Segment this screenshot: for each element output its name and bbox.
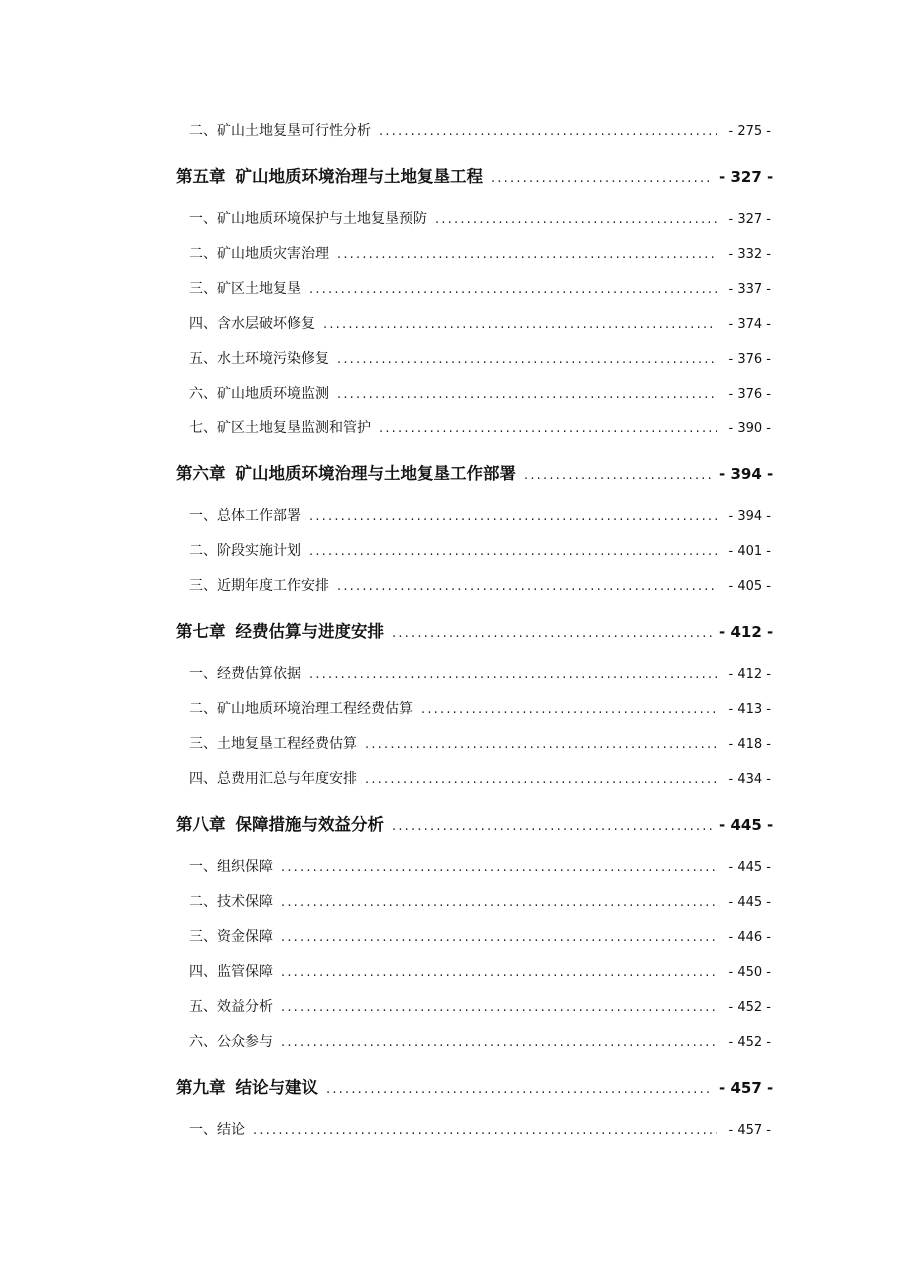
chapter-title: 矿山地质环境治理与土地复垦工程 [235,167,483,186]
dot-leader [309,509,717,524]
dot-leader [323,317,717,332]
toc-entry-title: 四、总费用汇总与年度安排 [189,771,357,787]
dot-leader [337,387,717,402]
toc-entry-title: 四、监管保障 [189,964,273,980]
page-number: - 337 - [728,282,771,297]
toc-section-entry[interactable] [189,891,771,911]
page-number: - 275 - [728,124,771,139]
chapter-number: 第五章 [176,167,226,186]
dot-leader [392,626,713,641]
page-number: - 445 - [719,816,774,834]
page-number: - 405 - [728,579,771,594]
toc-entry-title: 二、矿山土地复垦可行性分析 [189,123,371,139]
toc-entry-title: 二、阶段实施计划 [189,543,301,559]
toc-chapter-entry[interactable] [176,811,774,835]
toc-entry-title: 六、矿山地质环境监测 [189,386,329,402]
toc-section-entry[interactable] [189,208,771,228]
dot-leader [337,579,717,594]
dot-leader [281,1035,717,1050]
toc-entry-title: 三、资金保障 [189,929,273,945]
chapter-title: 保障措施与效益分析 [235,815,384,834]
page-number: - 412 - [728,667,771,682]
dot-leader [281,930,717,945]
toc-section-entry[interactable] [189,417,771,437]
page-number: - 418 - [728,737,771,752]
toc-section-entry[interactable] [189,996,771,1016]
page-number: - 445 - [728,860,771,875]
dot-leader [365,772,717,787]
toc-chapter-entry[interactable] [176,163,774,187]
page-number: - 450 - [728,965,771,980]
page-number: - 401 - [728,544,771,559]
chapter-number: 第七章 [176,622,226,641]
toc-entry-title: 四、含水层破坏修复 [189,316,315,332]
toc-section-entry[interactable] [189,768,771,788]
toc-entry-title: 三、矿区土地复垦 [189,281,301,297]
page-number: - 394 - [719,465,774,483]
toc-entry-title: 二、矿山地质环境治理工程经费估算 [189,701,413,717]
toc-entry-title [176,460,516,484]
page-number: - 327 - [719,168,774,186]
dot-leader [435,212,717,227]
toc-entry-title: 一、矿山地质环境保护与土地复垦预防 [189,211,427,227]
page-number: - 446 - [728,930,771,945]
page-number: - 457 - [719,1079,774,1097]
toc-entry-title: 一、结论 [189,1122,245,1138]
page-number: - 445 - [728,895,771,910]
toc-entry-title: 一、经费估算依据 [189,666,301,682]
dot-leader [421,702,717,717]
dot-leader [281,965,717,980]
toc-section-entry[interactable] [189,348,771,368]
toc-entry-title: 五、水土环境污染修复 [189,351,329,367]
page-number: - 376 - [728,387,771,402]
page-number: - 394 - [728,509,771,524]
dot-leader [337,352,717,367]
page-number: - 376 - [728,352,771,367]
dot-leader [281,1000,717,1015]
toc-section-entry[interactable] [189,1031,771,1051]
toc-chapter-entry[interactable] [176,618,774,642]
toc-entry-title: 一、总体工作部署 [189,508,301,524]
page-number: - 452 - [728,1000,771,1015]
page-number: - 390 - [728,421,771,436]
page-number: - 327 - [728,212,771,227]
toc-section-entry[interactable] [189,663,771,683]
page-number: - 332 - [728,247,771,262]
dot-leader [281,860,717,875]
chapter-number: 第六章 [176,464,226,483]
toc-entry-title: 三、近期年度工作安排 [189,578,329,594]
page-number: - 412 - [719,623,774,641]
dot-leader [524,468,713,483]
toc-section-entry[interactable] [189,505,771,525]
dot-leader [326,1082,713,1097]
chapter-number: 第八章 [176,815,226,834]
toc-section-entry[interactable] [189,575,771,595]
page-number: - 434 - [728,772,771,787]
toc-section-entry[interactable] [189,540,771,560]
page-number: - 452 - [728,1035,771,1050]
chapter-title: 矿山地质环境治理与土地复垦工作部署 [235,464,516,483]
toc-section-entry[interactable] [189,856,771,876]
toc-section-entry[interactable] [189,961,771,981]
toc-entry-title: 七、矿区土地复垦监测和管护 [189,420,371,436]
toc-entry-title: 二、技术保障 [189,894,273,910]
dot-leader [253,1123,717,1138]
dot-leader [379,124,717,139]
toc-entry-title: 六、公众参与 [189,1034,273,1050]
toc-entry-title: 五、效益分析 [189,999,273,1015]
chapter-title: 结论与建议 [235,1078,318,1097]
toc-section-entry[interactable] [189,383,771,403]
toc-section-entry[interactable] [189,243,771,263]
toc-entry-title: 三、土地复垦工程经费估算 [189,736,357,752]
page-number: - 413 - [728,702,771,717]
toc-entry-title [176,811,384,835]
toc-chapter-entry[interactable] [176,460,774,484]
dot-leader [281,895,717,910]
toc-section-entry[interactable] [189,926,771,946]
toc-chapter-entry[interactable] [176,1074,774,1098]
toc-section-entry[interactable] [189,698,771,718]
toc-entry-title: 一、组织保障 [189,859,273,875]
dot-leader [309,282,717,297]
dot-leader [491,171,713,186]
toc-entry-title [176,1074,318,1098]
toc-entry-title [176,618,384,642]
toc-section-entry[interactable] [189,1119,771,1139]
toc-entry-title: 二、矿山地质灾害治理 [189,246,329,262]
dot-leader [365,737,717,752]
chapter-title: 经费估算与进度安排 [235,622,384,641]
dot-leader [309,667,717,682]
toc-section-entry[interactable] [189,313,771,333]
toc-entry-title [176,163,483,187]
toc-section-entry[interactable] [189,278,771,298]
chapter-number: 第九章 [176,1078,226,1097]
page-number: - 457 - [728,1123,771,1138]
dot-leader [392,819,713,834]
toc-section-entry[interactable] [189,733,771,753]
dot-leader [309,544,717,559]
dot-leader [337,247,717,262]
toc-section-entry[interactable] [189,120,771,140]
page-number: - 374 - [728,317,771,332]
dot-leader [379,421,717,436]
